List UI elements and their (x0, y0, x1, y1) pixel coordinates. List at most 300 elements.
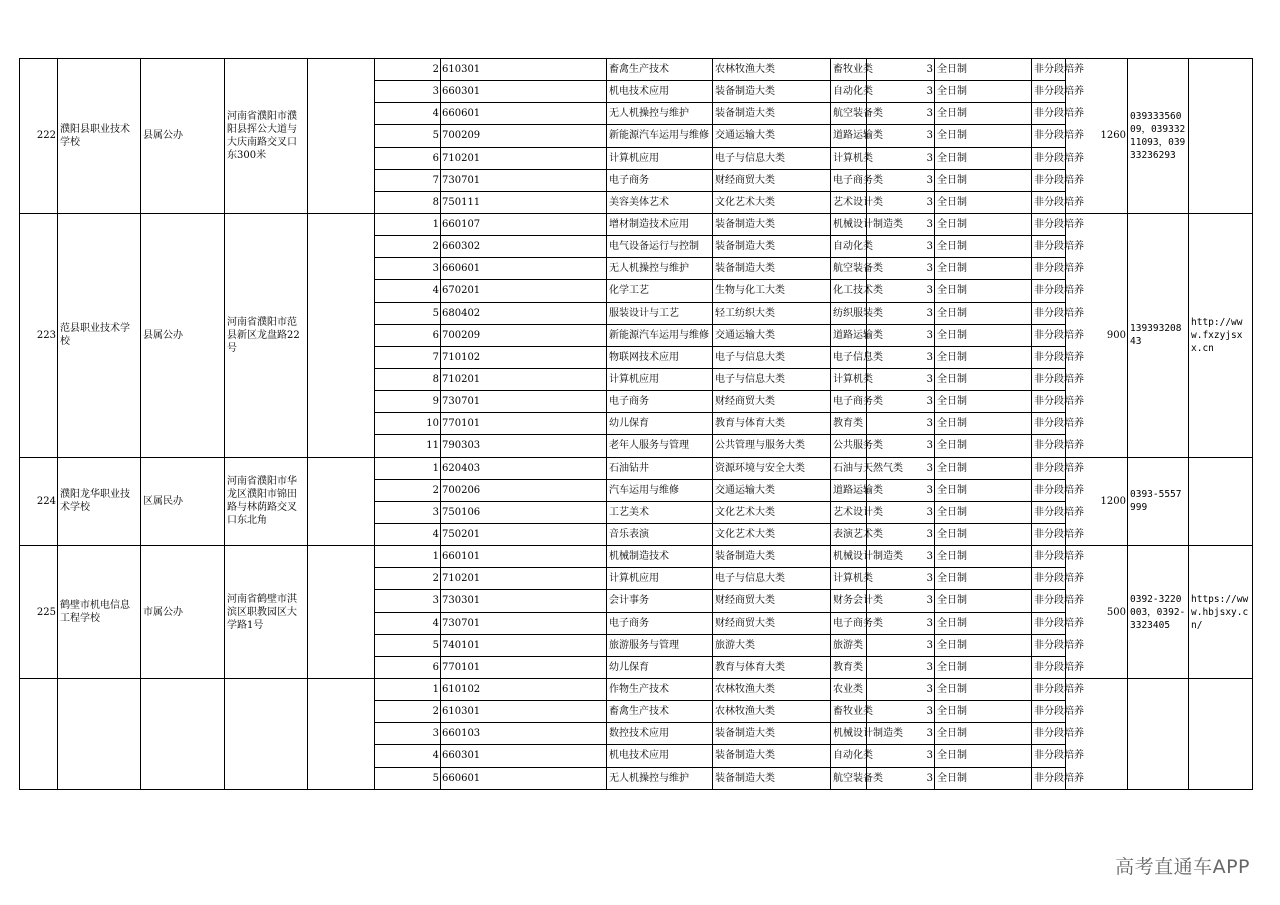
major-seq-cell: 4 (375, 745, 441, 767)
major-category-cell: 电子商务类 (831, 612, 867, 634)
school-no-cell: 225 (20, 546, 58, 679)
major-category-cell: 航空装备类 (831, 767, 867, 789)
school-no-cell: 224 (20, 457, 58, 546)
major-name-cell: 工艺美术 (607, 501, 713, 523)
major-big-category-cell: 电子与信息大类 (713, 568, 831, 590)
school-nature-cell: 县属公办 (141, 213, 225, 457)
training-mode-cell: 非分段培养 (1032, 435, 1066, 457)
major-category-cell: 航空装备类 (831, 258, 867, 280)
website-cell (1189, 678, 1253, 789)
school-name-cell: 范县职业技术学校 (58, 213, 141, 457)
major-seq-cell: 2 (375, 59, 441, 81)
training-mode-cell: 非分段培养 (1032, 523, 1066, 545)
major-code-cell: 710201 (441, 368, 607, 390)
major-big-category-cell: 装备制造大类 (713, 745, 831, 767)
major-seq-cell: 4 (375, 523, 441, 545)
major-code-cell: 710201 (441, 568, 607, 590)
major-years-cell: 3 (867, 546, 935, 568)
major-big-category-cell: 公共管理与服务大类 (713, 435, 831, 457)
blank-cell (308, 546, 375, 679)
school-nature-cell: 县属公办 (141, 59, 225, 214)
major-code-cell: 700206 (441, 479, 607, 501)
major-big-category-cell: 教育与体育大类 (713, 656, 831, 678)
major-code-cell: 620403 (441, 457, 607, 479)
website-cell: https://www.hbjsxy.cn/ (1189, 546, 1253, 679)
major-seq-cell: 6 (375, 147, 441, 169)
major-big-category-cell: 教育与体育大类 (713, 413, 831, 435)
major-big-category-cell: 电子与信息大类 (713, 368, 831, 390)
major-code-cell: 660101 (441, 546, 607, 568)
major-name-cell: 电气设备运行与控制 (607, 236, 713, 258)
phone-cell: 0393-5557999 (1128, 457, 1189, 546)
major-name-cell: 旅游服务与管理 (607, 634, 713, 656)
major-name-cell: 无人机操控与维护 (607, 103, 713, 125)
major-name-cell: 机电技术应用 (607, 81, 713, 103)
school-address-cell: 河南省濮阳市濮阳县挥公大道与大庆南路交叉口东300米 (225, 59, 308, 214)
table-row (20, 546, 1253, 568)
study-form-cell: 全日制 (935, 391, 1032, 413)
major-big-category-cell: 财经商贸大类 (713, 612, 831, 634)
training-mode-cell: 非分段培养 (1032, 236, 1066, 258)
major-years-cell: 3 (867, 236, 935, 258)
major-years-cell: 3 (867, 723, 935, 745)
school-nature-cell: 市属公办 (141, 546, 225, 679)
website-cell (1189, 457, 1253, 546)
study-form-cell: 全日制 (935, 258, 1032, 280)
major-big-category-cell: 交通运输大类 (713, 125, 831, 147)
major-years-cell: 3 (867, 213, 935, 235)
major-years-cell: 3 (867, 767, 935, 789)
major-years-cell: 3 (867, 745, 935, 767)
major-name-cell: 电子商务 (607, 391, 713, 413)
major-big-category-cell: 装备制造大类 (713, 236, 831, 258)
school-address-cell: 河南省鹤壁市淇滨区职教园区大学路1号 (225, 546, 308, 679)
school-name-cell (58, 678, 141, 789)
study-form-cell: 全日制 (935, 479, 1032, 501)
major-category-cell: 自动化类 (831, 81, 867, 103)
major-name-cell: 音乐表演 (607, 523, 713, 545)
major-seq-cell: 4 (375, 103, 441, 125)
enrollment-cell: 1260 (1066, 59, 1128, 214)
study-form-cell: 全日制 (935, 280, 1032, 302)
major-seq-cell: 3 (375, 590, 441, 612)
major-seq-cell: 1 (375, 546, 441, 568)
major-category-cell: 道路运输类 (831, 324, 867, 346)
major-years-cell: 3 (867, 191, 935, 213)
major-category-cell: 财务会计类 (831, 590, 867, 612)
major-code-cell: 730701 (441, 612, 607, 634)
study-form-cell: 全日制 (935, 147, 1032, 169)
major-years-cell: 3 (867, 302, 935, 324)
study-form-cell: 全日制 (935, 169, 1032, 191)
study-form-cell: 全日制 (935, 568, 1032, 590)
major-seq-cell: 5 (375, 302, 441, 324)
major-name-cell: 机械制造技术 (607, 546, 713, 568)
table-row (20, 678, 1253, 700)
major-category-cell: 自动化类 (831, 236, 867, 258)
major-name-cell: 会计事务 (607, 590, 713, 612)
major-category-cell: 畜牧业类 (831, 701, 867, 723)
major-big-category-cell: 财经商贸大类 (713, 590, 831, 612)
major-seq-cell: 3 (375, 258, 441, 280)
major-years-cell: 3 (867, 368, 935, 390)
study-form-cell: 全日制 (935, 501, 1032, 523)
major-code-cell: 660601 (441, 258, 607, 280)
major-seq-cell: 2 (375, 479, 441, 501)
study-form-cell: 全日制 (935, 368, 1032, 390)
major-code-cell: 680402 (441, 302, 607, 324)
training-mode-cell: 非分段培养 (1032, 501, 1066, 523)
major-seq-cell: 5 (375, 125, 441, 147)
major-seq-cell: 4 (375, 612, 441, 634)
major-name-cell: 化学工艺 (607, 280, 713, 302)
major-seq-cell: 1 (375, 457, 441, 479)
major-code-cell: 770101 (441, 656, 607, 678)
major-years-cell: 3 (867, 590, 935, 612)
major-code-cell: 740101 (441, 634, 607, 656)
major-code-cell: 730701 (441, 391, 607, 413)
school-name-cell: 鹤壁市机电信息工程学校 (58, 546, 141, 679)
major-category-cell: 计算机类 (831, 368, 867, 390)
major-category-cell: 航空装备类 (831, 103, 867, 125)
training-mode-cell: 非分段培养 (1032, 701, 1066, 723)
major-code-cell: 660301 (441, 745, 607, 767)
major-code-cell: 710102 (441, 346, 607, 368)
major-seq-cell: 4 (375, 280, 441, 302)
training-mode-cell: 非分段培养 (1032, 546, 1066, 568)
training-mode-cell: 非分段培养 (1032, 479, 1066, 501)
major-years-cell: 3 (867, 523, 935, 545)
major-category-cell: 道路运输类 (831, 125, 867, 147)
major-name-cell: 无人机操控与维护 (607, 258, 713, 280)
study-form-cell: 全日制 (935, 213, 1032, 235)
major-category-cell: 电子信息类 (831, 346, 867, 368)
enrollment-cell: 1200 (1066, 457, 1128, 546)
major-seq-cell: 11 (375, 435, 441, 457)
major-code-cell: 700209 (441, 125, 607, 147)
major-big-category-cell: 电子与信息大类 (713, 346, 831, 368)
major-category-cell: 艺术设计类 (831, 501, 867, 523)
major-years-cell: 3 (867, 258, 935, 280)
major-years-cell: 3 (867, 457, 935, 479)
study-form-cell: 全日制 (935, 457, 1032, 479)
study-form-cell: 全日制 (935, 191, 1032, 213)
training-mode-cell: 非分段培养 (1032, 634, 1066, 656)
major-code-cell: 730701 (441, 169, 607, 191)
blank-cell (308, 678, 375, 789)
school-no-cell: 223 (20, 213, 58, 457)
phone-cell: 13939320843 (1128, 213, 1189, 457)
study-form-cell: 全日制 (935, 590, 1032, 612)
major-seq-cell: 1 (375, 678, 441, 700)
training-mode-cell: 非分段培养 (1032, 169, 1066, 191)
major-years-cell: 3 (867, 391, 935, 413)
major-code-cell: 660103 (441, 723, 607, 745)
training-mode-cell: 非分段培养 (1032, 302, 1066, 324)
major-seq-cell: 1 (375, 213, 441, 235)
major-code-cell: 710201 (441, 147, 607, 169)
training-mode-cell: 非分段培养 (1032, 368, 1066, 390)
major-name-cell: 美容美体艺术 (607, 191, 713, 213)
major-name-cell: 新能源汽车运用与维修 (607, 324, 713, 346)
major-big-category-cell: 装备制造大类 (713, 723, 831, 745)
major-years-cell: 3 (867, 568, 935, 590)
major-years-cell: 3 (867, 435, 935, 457)
school-nature-cell (141, 678, 225, 789)
major-seq-cell: 8 (375, 191, 441, 213)
major-years-cell: 3 (867, 678, 935, 700)
major-name-cell: 老年人服务与管理 (607, 435, 713, 457)
major-code-cell: 770101 (441, 413, 607, 435)
major-category-cell: 纺织服装类 (831, 302, 867, 324)
major-category-cell: 教育类 (831, 413, 867, 435)
major-years-cell: 3 (867, 324, 935, 346)
study-form-cell: 全日制 (935, 701, 1032, 723)
major-big-category-cell: 农林牧渔大类 (713, 701, 831, 723)
major-name-cell: 汽车运用与维修 (607, 479, 713, 501)
training-mode-cell: 非分段培养 (1032, 568, 1066, 590)
major-seq-cell: 5 (375, 634, 441, 656)
study-form-cell: 全日制 (935, 103, 1032, 125)
major-category-cell: 机械设计制造类 (831, 546, 867, 568)
major-big-category-cell: 交通运输大类 (713, 324, 831, 346)
major-big-category-cell: 文化艺术大类 (713, 501, 831, 523)
major-name-cell: 畜禽生产技术 (607, 701, 713, 723)
study-form-cell: 全日制 (935, 523, 1032, 545)
major-code-cell: 700209 (441, 324, 607, 346)
phone-cell: 0392-3220003，0392-3323405 (1128, 546, 1189, 679)
school-address-cell (225, 678, 308, 789)
study-form-cell: 全日制 (935, 346, 1032, 368)
major-category-cell: 计算机类 (831, 568, 867, 590)
major-name-cell: 物联网技术应用 (607, 346, 713, 368)
major-seq-cell: 2 (375, 236, 441, 258)
website-cell: http://www.fxzyjsxx.cn (1189, 213, 1253, 457)
training-mode-cell: 非分段培养 (1032, 280, 1066, 302)
major-years-cell: 3 (867, 346, 935, 368)
training-mode-cell: 非分段培养 (1032, 59, 1066, 81)
major-seq-cell: 2 (375, 568, 441, 590)
major-code-cell: 750111 (441, 191, 607, 213)
major-big-category-cell: 装备制造大类 (713, 103, 831, 125)
school-name-cell: 濮阳县职业技术学校 (58, 59, 141, 214)
major-name-cell: 无人机操控与维护 (607, 767, 713, 789)
school-nature-cell: 区属民办 (141, 457, 225, 546)
study-form-cell: 全日制 (935, 324, 1032, 346)
major-code-cell: 610102 (441, 678, 607, 700)
training-mode-cell: 非分段培养 (1032, 125, 1066, 147)
major-category-cell: 畜牧业类 (831, 59, 867, 81)
enrollment-cell: 500 (1066, 546, 1128, 679)
study-form-cell: 全日制 (935, 612, 1032, 634)
major-seq-cell: 3 (375, 81, 441, 103)
training-mode-cell: 非分段培养 (1032, 103, 1066, 125)
study-form-cell: 全日制 (935, 435, 1032, 457)
major-years-cell: 3 (867, 656, 935, 678)
major-category-cell: 农业类 (831, 678, 867, 700)
major-name-cell: 电子商务 (607, 612, 713, 634)
training-mode-cell: 非分段培养 (1032, 324, 1066, 346)
major-years-cell: 3 (867, 479, 935, 501)
major-big-category-cell: 生物与化工大类 (713, 280, 831, 302)
major-category-cell: 自动化类 (831, 745, 867, 767)
major-code-cell: 790303 (441, 435, 607, 457)
study-form-cell: 全日制 (935, 302, 1032, 324)
major-years-cell: 3 (867, 413, 935, 435)
training-mode-cell: 非分段培养 (1032, 147, 1066, 169)
major-category-cell: 表演艺术类 (831, 523, 867, 545)
enrollment-cell: 900 (1066, 213, 1128, 457)
study-form-cell: 全日制 (935, 546, 1032, 568)
study-form-cell: 全日制 (935, 678, 1032, 700)
major-years-cell: 3 (867, 147, 935, 169)
major-years-cell: 3 (867, 59, 935, 81)
major-category-cell: 机械设计制造类 (831, 213, 867, 235)
major-seq-cell: 10 (375, 413, 441, 435)
major-category-cell: 电子商务类 (831, 391, 867, 413)
major-code-cell: 660601 (441, 103, 607, 125)
major-category-cell: 计算机类 (831, 147, 867, 169)
major-category-cell: 教育类 (831, 656, 867, 678)
training-mode-cell: 非分段培养 (1032, 191, 1066, 213)
training-mode-cell: 非分段培养 (1032, 457, 1066, 479)
major-category-cell: 公共服务类 (831, 435, 867, 457)
major-category-cell: 电子商务类 (831, 169, 867, 191)
major-big-category-cell: 装备制造大类 (713, 213, 831, 235)
major-name-cell: 畜禽生产技术 (607, 59, 713, 81)
major-name-cell: 增材制造技术应用 (607, 213, 713, 235)
training-mode-cell: 非分段培养 (1032, 723, 1066, 745)
major-category-cell: 石油与天然气类 (831, 457, 867, 479)
major-big-category-cell: 旅游大类 (713, 634, 831, 656)
school-no-cell: 222 (20, 59, 58, 214)
training-mode-cell: 非分段培养 (1032, 745, 1066, 767)
table-row (20, 457, 1253, 479)
study-form-cell: 全日制 (935, 59, 1032, 81)
major-years-cell: 3 (867, 701, 935, 723)
major-name-cell: 数控技术应用 (607, 723, 713, 745)
phone-cell: 03933356009，03933211093，03933236293 (1128, 59, 1189, 214)
major-name-cell: 幼儿保育 (607, 656, 713, 678)
major-seq-cell: 6 (375, 324, 441, 346)
major-code-cell: 610301 (441, 701, 607, 723)
major-years-cell: 3 (867, 169, 935, 191)
training-mode-cell: 非分段培养 (1032, 213, 1066, 235)
major-years-cell: 3 (867, 125, 935, 147)
major-seq-cell: 5 (375, 767, 441, 789)
school-no-cell (20, 678, 58, 789)
major-name-cell: 幼儿保育 (607, 413, 713, 435)
major-seq-cell: 7 (375, 169, 441, 191)
major-big-category-cell: 财经商贸大类 (713, 169, 831, 191)
training-mode-cell: 非分段培养 (1032, 391, 1066, 413)
major-code-cell: 660302 (441, 236, 607, 258)
major-name-cell: 计算机应用 (607, 147, 713, 169)
major-big-category-cell: 装备制造大类 (713, 81, 831, 103)
major-category-cell: 旅游类 (831, 634, 867, 656)
major-big-category-cell: 装备制造大类 (713, 767, 831, 789)
major-name-cell: 服装设计与工艺 (607, 302, 713, 324)
major-years-cell: 3 (867, 280, 935, 302)
website-cell (1189, 59, 1253, 214)
major-seq-cell: 2 (375, 701, 441, 723)
training-mode-cell: 非分段培养 (1032, 767, 1066, 789)
major-big-category-cell: 交通运输大类 (713, 479, 831, 501)
major-name-cell: 机电技术应用 (607, 745, 713, 767)
major-years-cell: 3 (867, 81, 935, 103)
major-years-cell: 3 (867, 103, 935, 125)
study-form-cell: 全日制 (935, 81, 1032, 103)
major-name-cell: 新能源汽车运用与维修 (607, 125, 713, 147)
training-mode-cell: 非分段培养 (1032, 590, 1066, 612)
blank-cell (308, 213, 375, 457)
study-form-cell: 全日制 (935, 413, 1032, 435)
study-form-cell: 全日制 (935, 634, 1032, 656)
major-name-cell: 作物生产技术 (607, 678, 713, 700)
major-category-cell: 化工技术类 (831, 280, 867, 302)
training-mode-cell: 非分段培养 (1032, 413, 1066, 435)
study-form-cell: 全日制 (935, 723, 1032, 745)
training-mode-cell: 非分段培养 (1032, 346, 1066, 368)
major-big-category-cell: 文化艺术大类 (713, 191, 831, 213)
major-category-cell: 艺术设计类 (831, 191, 867, 213)
training-mode-cell: 非分段培养 (1032, 678, 1066, 700)
major-code-cell: 660301 (441, 81, 607, 103)
watermark-text: 高考直通车APP (1115, 856, 1250, 878)
major-seq-cell: 3 (375, 501, 441, 523)
table-row (20, 59, 1253, 81)
study-form-cell: 全日制 (935, 125, 1032, 147)
school-address-cell: 河南省濮阳市范县新区龙盘路22号 (225, 213, 308, 457)
major-name-cell: 电子商务 (607, 169, 713, 191)
table-body (20, 59, 1253, 790)
training-mode-cell: 非分段培养 (1032, 612, 1066, 634)
major-big-category-cell: 文化艺术大类 (713, 523, 831, 545)
schools-table (19, 58, 1253, 790)
major-code-cell: 730301 (441, 590, 607, 612)
major-code-cell: 670201 (441, 280, 607, 302)
training-mode-cell: 非分段培养 (1032, 81, 1066, 103)
major-big-category-cell: 轻工纺织大类 (713, 302, 831, 324)
major-big-category-cell: 财经商贸大类 (713, 391, 831, 413)
training-mode-cell: 非分段培养 (1032, 258, 1066, 280)
blank-cell (308, 457, 375, 546)
major-seq-cell: 3 (375, 723, 441, 745)
school-address-cell: 河南省濮阳市华龙区濮阳市锦田路与林荫路交叉口东北角 (225, 457, 308, 546)
school-name-cell: 濮阳龙华职业技术学校 (58, 457, 141, 546)
phone-cell (1128, 678, 1189, 789)
major-big-category-cell: 装备制造大类 (713, 546, 831, 568)
major-years-cell: 3 (867, 501, 935, 523)
major-name-cell: 计算机应用 (607, 568, 713, 590)
major-seq-cell: 7 (375, 346, 441, 368)
table-row (20, 213, 1253, 235)
study-form-cell: 全日制 (935, 236, 1032, 258)
major-code-cell: 750201 (441, 523, 607, 545)
major-years-cell: 3 (867, 634, 935, 656)
major-big-category-cell: 农林牧渔大类 (713, 59, 831, 81)
major-big-category-cell: 农林牧渔大类 (713, 678, 831, 700)
major-name-cell: 石油钻井 (607, 457, 713, 479)
major-category-cell: 机械设计制造类 (831, 723, 867, 745)
major-big-category-cell: 资源环境与安全大类 (713, 457, 831, 479)
major-seq-cell: 8 (375, 368, 441, 390)
study-form-cell: 全日制 (935, 767, 1032, 789)
major-seq-cell: 6 (375, 656, 441, 678)
major-name-cell: 计算机应用 (607, 368, 713, 390)
major-code-cell: 660107 (441, 213, 607, 235)
major-big-category-cell: 装备制造大类 (713, 258, 831, 280)
